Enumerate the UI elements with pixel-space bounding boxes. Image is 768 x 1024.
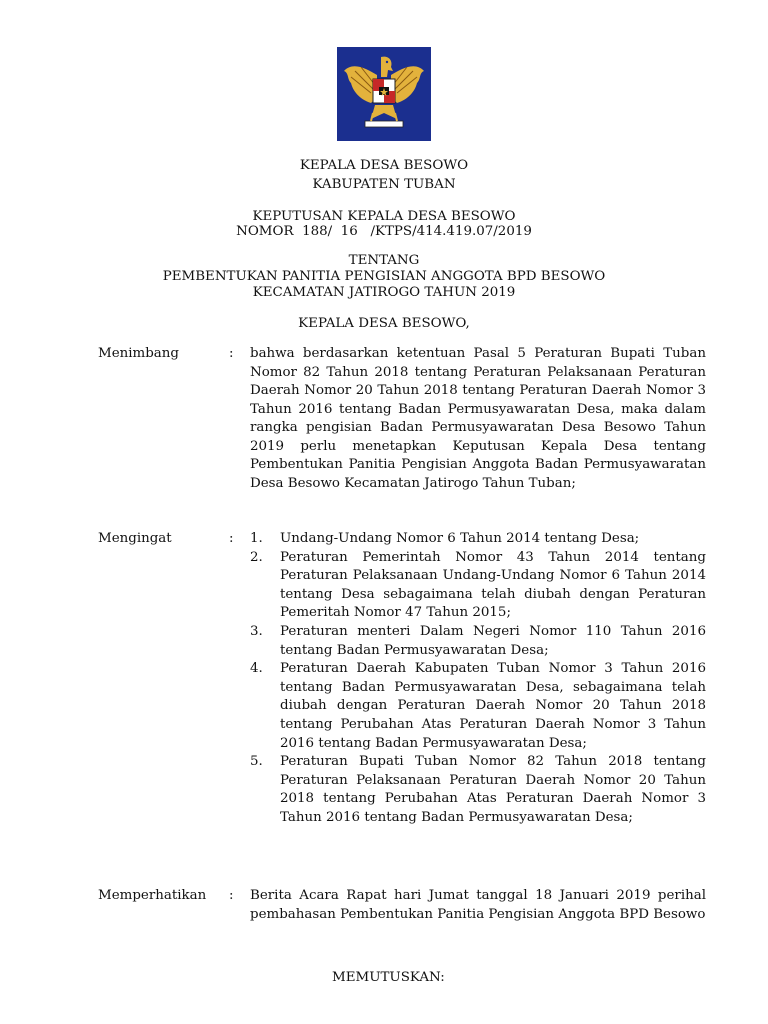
list-item xyxy=(250,530,706,549)
menimbang-text: bahwa berdasarkan ketentuan Pasal 5 Peraturan Bupati Tuban Nomor 82 Tahun 2018 tentang Peraturan Pelaksanaan Peraturan Daerah Nomor 20 Tahun 2018 tentang Peraturan Daerah Nomor 3 Tahun 2016 tentang Badan Permusyawaratan Desa, maka dalam rangka pengisian Badan Permusyawaratan Desa Besowo Tahun 2019 perlu menetapkan Keputusan Kepala Desa tentang Pembentukan Panitia Pengisian Anggota Badan Permusyawaratan Desa Besowo Kecamatan Jatirogo Tahun Tuban; xyxy=(250,346,706,491)
list-text: Peraturan Bupati Tuban Nomor 82 Tahun 2018 tentang Peraturan Pelaksanaan Peraturan Daerah Nomor 20 Tahun 2018 tentang Perubahan Atas Peraturan Daerah Nomor 3 Tahun 2016 tentang Badan Permusyawaratan Desa; xyxy=(280,754,706,825)
list-item xyxy=(250,623,706,660)
decision-heading: MEMUTUSKAN: xyxy=(332,970,445,985)
garuda-emblem xyxy=(337,47,431,141)
mengingat-list xyxy=(250,530,706,828)
menimbang-label: Menimbang xyxy=(98,346,179,361)
mengingat-label: Mengingat xyxy=(98,531,172,546)
subject-line-1: PEMBENTUKAN PANITIA PENGISIAN ANGGOTA BPD BESOWO xyxy=(162,269,606,284)
list-item xyxy=(250,660,706,753)
list-number: 5. xyxy=(250,754,263,770)
list-text: Peraturan menteri Dalam Negeri Nomor 110 Tahun 2016 tentang Badan Permusyawaratan Desa; xyxy=(280,623,706,658)
menimbang-colon: : xyxy=(229,346,234,361)
list-text: Undang-Undang Nomor 6 Tahun 2014 tentang Desa; xyxy=(280,531,640,546)
garuda-icon xyxy=(337,47,431,141)
list-item xyxy=(250,549,706,623)
memperhatikan-colon: : xyxy=(229,888,234,903)
memperhatikan-text: Berita Acara Rapat hari Jumat tanggal 18 Januari 2019 perihal pembahasan Pembentukan Panitia Pengisian Anggota BPD Besowo xyxy=(250,888,706,922)
list-number: 3. xyxy=(250,623,263,639)
list-item xyxy=(250,753,706,827)
decree-title: KEPUTUSAN KEPALA DESA BESOWO xyxy=(252,209,516,224)
regency-heading: KABUPATEN TUBAN xyxy=(312,177,456,192)
memperhatikan-label: Memperhatikan xyxy=(98,888,207,903)
list-text: Peraturan Pemerintah Nomor 43 Tahun 2014 tentang Peraturan Pelaksanaan Undang-Undang Nomor 6 Tahun 2014 tentang Desa sebagaimana telah diubah dengan Peraturan Pemeritah Nomor 47 Tahun 2015; xyxy=(280,549,706,621)
subject-line-2: KECAMATAN JATIROGO TAHUN 2019 xyxy=(252,285,516,300)
list-number: 1. xyxy=(250,531,263,546)
decree-number: NOMOR 188/ 16 /KTPS/414.419.07/2019 xyxy=(236,224,532,239)
mengingat-colon: : xyxy=(229,531,234,546)
about-heading: TENTANG xyxy=(348,253,420,268)
list-number: 4. xyxy=(250,661,263,677)
issuer-heading: KEPALA DESA BESOWO, xyxy=(298,316,470,331)
list-text: Peraturan Daerah Kabupaten Tuban Nomor 3 Tahun 2016 tentang Badan Permusyawaratan Desa, sebagaimana telah diubah dengan Peraturan Daerah Nomor 20 Tahun 2018 tentang Perubahan Atas Peraturan Daerah Nomor 3 Tahun 2016 tentang Badan Permusyawaratan Desa; xyxy=(280,661,706,751)
list-number: 2. xyxy=(250,549,263,565)
village-head-heading: KEPALA DESA BESOWO xyxy=(299,158,469,173)
